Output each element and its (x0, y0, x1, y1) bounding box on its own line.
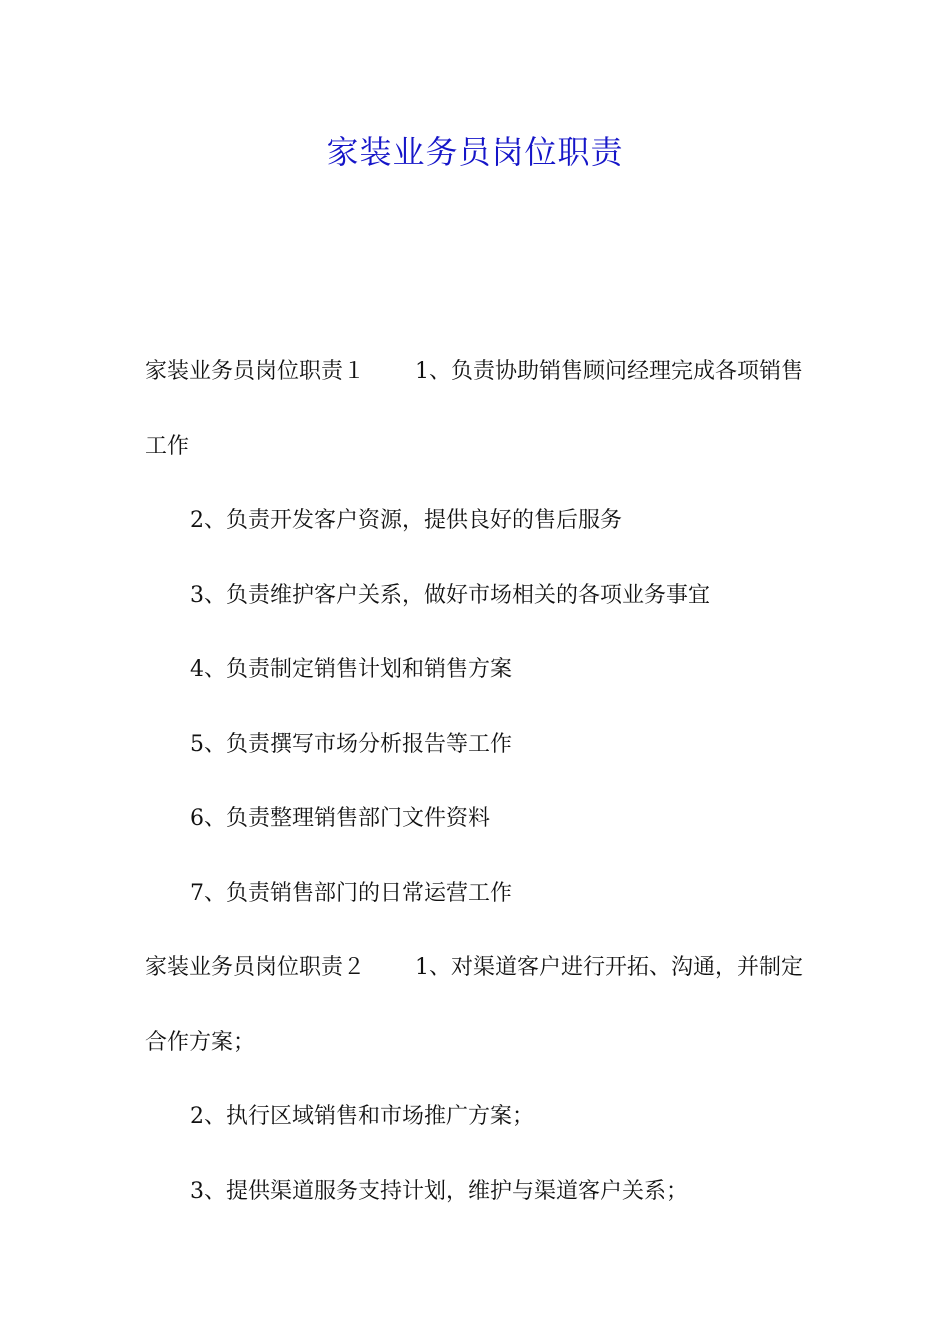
section-1-item-5: 5、负责撰写市场分析报告等工作 (190, 731, 512, 757)
section-1-item-1: 1、负责协助销售顾问经理完成各项销售工作 (145, 359, 804, 459)
section-1-item-7: 7、负责销售部门的日常运营工作 (190, 880, 512, 906)
section-1-heading: 家装业务员岗位职责１ (145, 359, 366, 384)
section-2-first-paragraph (145, 931, 810, 1080)
section-1-item-3: 3、负责维护客户关系，做好市场相关的各项业务事宜 (190, 582, 710, 608)
document-body (145, 335, 810, 1229)
document-title: 家装业务员岗位职责 (326, 133, 624, 171)
section-2-heading: 家装业务员岗位职责２ (145, 955, 366, 980)
section-1-item-4: 4、负责制定销售计划和销售方案 (190, 657, 512, 682)
section-2-item-2: 2、执行区域销售和市场推广方案； (190, 1104, 534, 1129)
section-1-item-2: 2、负责开发客户资源，提供良好的售后服务 (190, 508, 622, 533)
section-1-first-paragraph (145, 335, 810, 484)
section-1-item-6: 6、负责整理销售部门文件资料 (190, 806, 490, 831)
section-2-item-1: 1、对渠道客户进行开拓、沟通，并制定合作方案； (145, 955, 804, 1055)
section-2-item-3: 3、提供渠道服务支持计划，维护与渠道客户关系； (190, 1178, 688, 1204)
